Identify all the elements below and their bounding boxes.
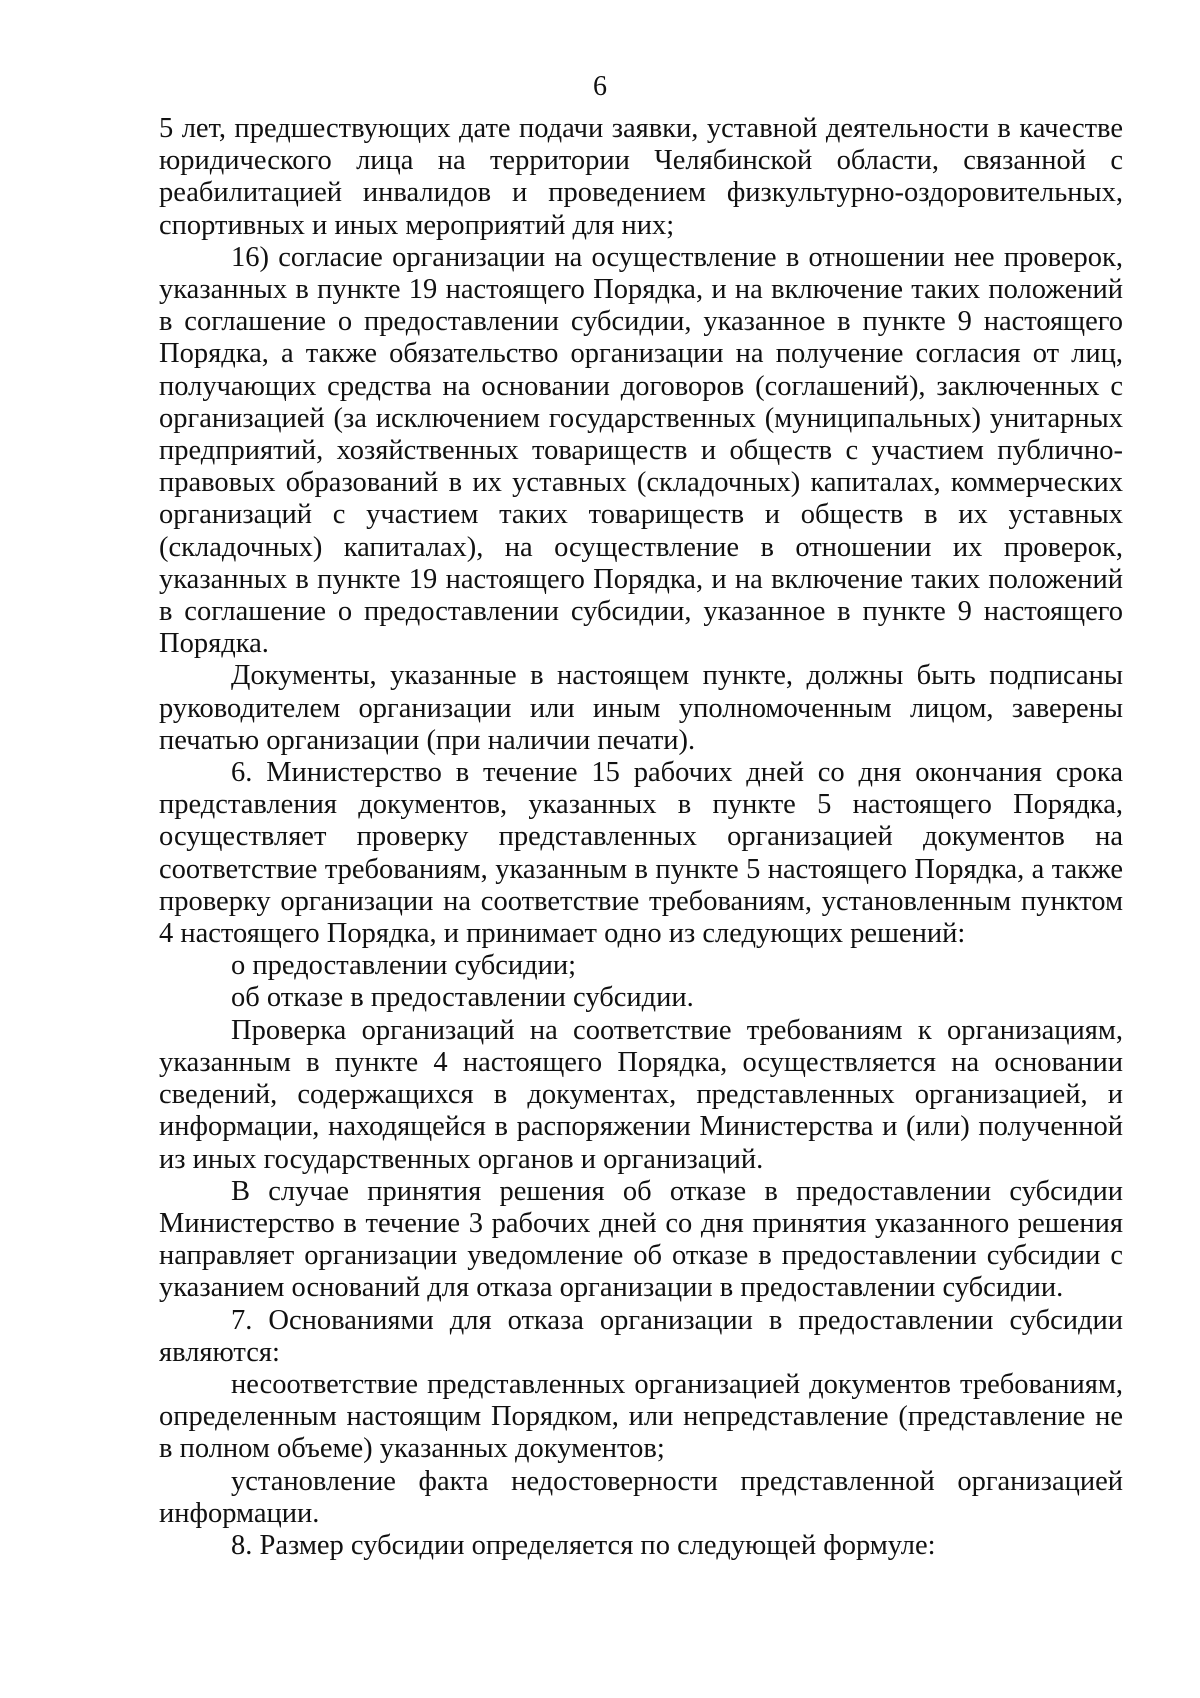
paragraph-documents-signature: Документы, указанные в настоящем пункте, должны быть подписаны руководителем организации или иным уполномоченным лицом, заверены печатью организации (при наличии печати). — [159, 660, 1123, 756]
paragraph-clause-7: 7. Основаниями для отказа организации в предоставлении субсидии являются: — [159, 1304, 1123, 1368]
paragraph-ground-unreliable-info: установление факта недостоверности представленной организацией информации. — [159, 1465, 1123, 1529]
paragraph-continuation: 5 лет, предшествующих дате подачи заявки, уставной деятельности в качестве юридического лица на территории Челябинской области, связанной с реабилитацией инвалидов и проведением физкультурно-оздоровительных, спортивных и иных мероприятий для них; — [159, 113, 1123, 241]
paragraph-decision-refusal: об отказе в предоставлении субсидии. — [231, 982, 694, 1014]
paragraph-decision-grant: о предоставлении субсидии; — [231, 950, 577, 982]
page-number: 6 — [593, 71, 607, 102]
paragraph-verification: Проверка организаций на соответствие требованиям к организациям, указанным в пункте 4 настоящего Порядка, осуществляется на основании сведений, содержащихся в документах, представленных организацией, и информации, находящейся в распоряжении Министерства и (или) полученной из иных государственных органов и организаций. — [159, 1014, 1123, 1175]
paragraph-item-16: 16) согласие организации на осуществление в отношении нее проверок, указанных в пункте 19 настоящего Порядка, и на включение таких положений в соглашение о предоставлении субсидии, указанное в пункте 9 настоящего Порядка, а также обязательство организации на получение согласия от лиц, получающих средства на основании договоров (соглашений), заключенных с организацией (за исключением государственных (муниципальных) унитарных предприятий, хозяйственных товариществ и обществ с участием публично-правовых образований в их уставных (складочных) капиталах, коммерческих организаций с участием таких товариществ и обществ в их уставных (складочных) капиталах), на осуществление в отношении их проверок, указанных в пункте 19 настоящего Порядка, и на включение таких положений в соглашение о предоставлении субсидии, указанное в пункте 9 настоящего Порядка. — [159, 241, 1123, 660]
paragraph-refusal-notice: В случае принятия решения об отказе в предоставлении субсидии Министерство в течение 3 рабочих дней со дня принятия указанного решения направляет организации уведомление об отказе в предоставлении субсидии с указанием оснований для отказа организации в предоставлении субсидии. — [159, 1175, 1123, 1304]
paragraph-clause-6: 6. Министерство в течение 15 рабочих дней со дня окончания срока представления документов, указанных в пункте 5 настоящего Порядка, осуществляет проверку представленных организацией документов на соответствие требованиям, указанным в пункте 5 настоящего Порядка, а также проверку организации на соответствие требованиям, установленным пунктом 4 настоящего Порядка, и принимает одно из следующих решений: — [159, 757, 1123, 950]
paragraph-clause-8: 8. Размер субсидии определяется по следующей формуле: — [231, 1529, 936, 1561]
document-body — [159, 113, 1123, 1562]
paragraph-ground-nonconformity: несоответствие представленных организацией документов требованиям, определенным настоящим Порядком, или непредставление (представление не в полном объеме) указанных документов; — [159, 1368, 1123, 1465]
